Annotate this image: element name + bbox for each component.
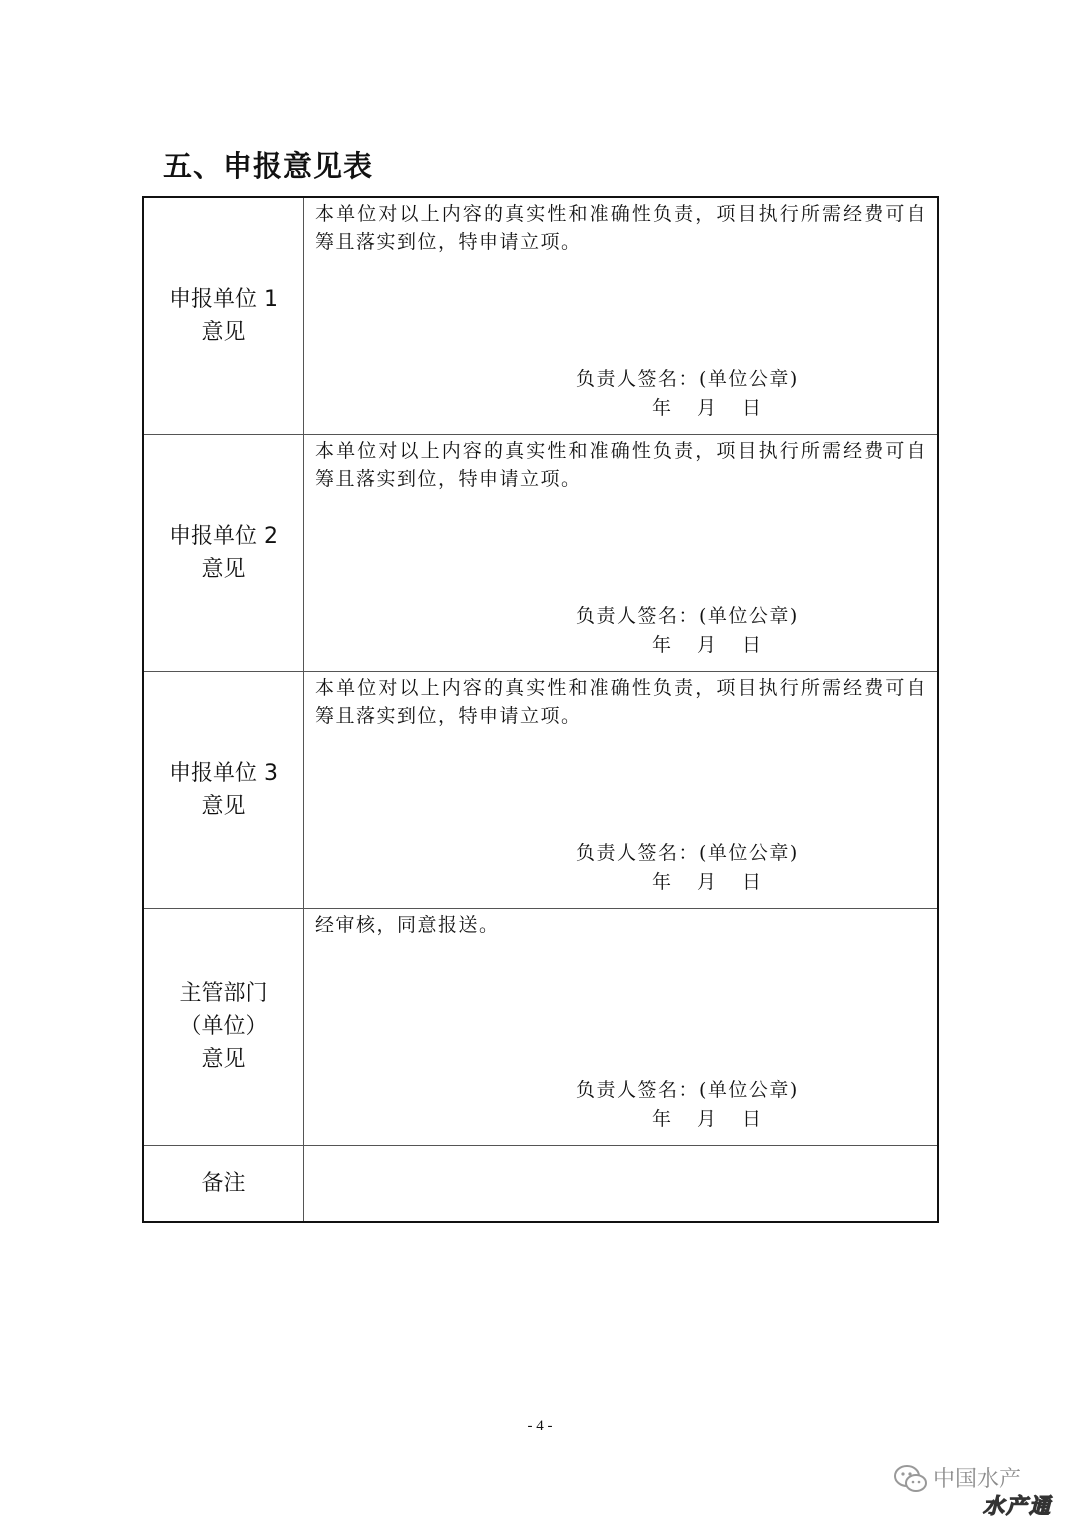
date-line: [652, 1105, 761, 1133]
page-number: - 4 -: [527, 1418, 553, 1434]
remark-cell[interactable]: [304, 1145, 939, 1222]
remark-label: 备注: [143, 1145, 304, 1222]
date-day: 日: [742, 1107, 762, 1130]
form-row-unit-1: [143, 197, 938, 434]
date-day: 日: [742, 397, 762, 419]
date-month: 月: [697, 397, 717, 419]
date-month: 月: [697, 1107, 717, 1130]
row-label-line: 意见: [201, 793, 246, 819]
date-day: 日: [742, 870, 762, 893]
row-label-line: 申报单位 3: [169, 760, 278, 786]
watermark: [893, 1464, 1073, 1524]
opinion-statement: 本单位对以上内容的真实性和准确性负责，项目执行所需经费可自筹且落实到位，特申请立项。: [315, 676, 927, 727]
opinion-statement: 经审核，同意报送。: [315, 913, 500, 936]
watermark-account-name: 中国水产: [933, 1467, 1022, 1492]
signature-line: 负责人签名：(单位公章): [576, 604, 799, 627]
watermark-logo-text: 水产通: [983, 1494, 1052, 1518]
date-year: 年: [652, 633, 672, 656]
section-title: 五、申报意见表: [163, 149, 374, 183]
date-month: 月: [697, 870, 717, 893]
row-label-line: 意见: [201, 556, 246, 582]
opinion-statement: 本单位对以上内容的真实性和准确性负责，项目执行所需经费可自筹且落实到位，特申请立项。: [315, 439, 927, 490]
date-month: 月: [697, 633, 717, 656]
row-label-line: 申报单位 1: [169, 286, 278, 312]
opinion-cell[interactable]: [304, 908, 939, 1145]
wechat-icon: [893, 1464, 929, 1494]
row-label-line: （单位）: [179, 1014, 268, 1039]
date-year: 年: [652, 870, 672, 893]
row-label-line: 主管部门: [179, 981, 268, 1006]
row-label: [143, 197, 304, 434]
opinion-statement: 本单位对以上内容的真实性和准确性负责，项目执行所需经费可自筹且落实到位，特申请立项。: [315, 203, 927, 253]
date-line: [652, 868, 761, 896]
form-row-unit-2: [143, 434, 938, 671]
form-row-unit-3: [143, 671, 938, 908]
row-label-line: 意见: [201, 319, 246, 345]
date-line: [652, 631, 761, 659]
row-label: [143, 671, 304, 908]
date-day: 日: [742, 633, 762, 656]
signature-line: 负责人签名：(单位公章): [576, 1078, 799, 1101]
date-line: [652, 394, 761, 422]
form-row-remark: [143, 1145, 938, 1222]
signature-line: 负责人签名：(单位公章): [576, 368, 799, 390]
signature-line: 负责人签名：(单位公章): [576, 841, 799, 864]
row-label-line: 意见: [201, 1047, 246, 1072]
opinion-cell[interactable]: [304, 434, 939, 671]
opinion-cell[interactable]: [304, 671, 939, 908]
opinion-form-table: [142, 196, 939, 1223]
row-label-line: 申报单位 2: [169, 523, 278, 549]
form-row-supervisor: [143, 908, 938, 1145]
row-label: [143, 908, 304, 1145]
date-year: 年: [652, 397, 672, 419]
row-label: [143, 434, 304, 671]
opinion-cell[interactable]: [304, 197, 939, 434]
date-year: 年: [652, 1107, 672, 1130]
